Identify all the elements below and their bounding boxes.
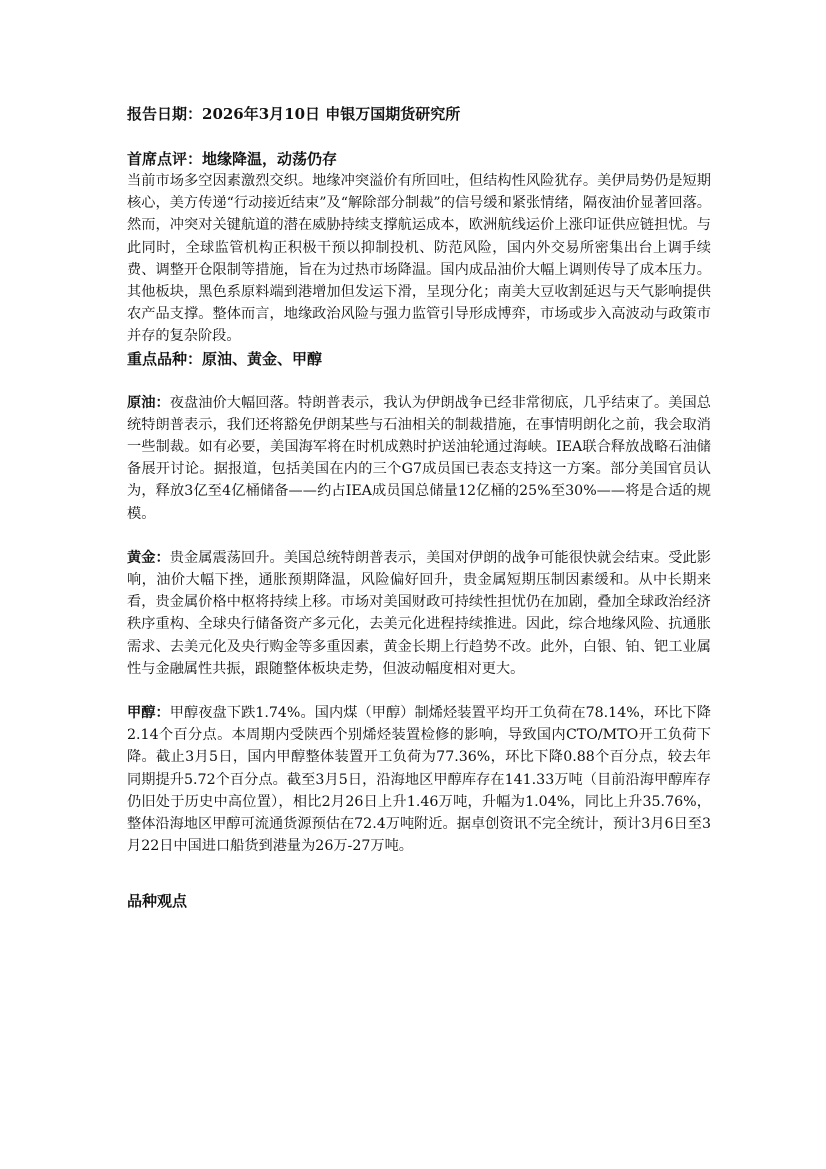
chief-comment-title: 首席点评：地缘降温，动荡仍存 [127, 150, 338, 168]
methanol-label: 甲醇： [127, 705, 170, 722]
report-header: 报告日期：2026年3月10日 申银万国期货研究所 [127, 105, 461, 123]
gold-label: 黄金： [127, 549, 170, 566]
gold-paragraph [127, 547, 711, 680]
gold-text: 贵金属震荡回升。美国总统特朗普表示，美国对伊朗的战争可能很快就会结束。受此影响，油价大幅下挫，通胀预期降温，风险偏好回升，贵金属短期压制因素缓和。从中长期来看，贵金属价格中枢将持续上移。市场对美国财政可持续性担忧仍在加剧，叠加全球政治经济秩序重构、全球央行储备资产多元化，去美元化进程持续推进。因此，综合地缘风险、抗通胀需求、去美元化及央行购金等多重因素，黄金长期上行趋势不改。此外，白银、铂、钯工业属性与金融属性共振，跟随整体板块走势，但波动幅度相对更大。 [127, 549, 711, 677]
crude-oil-text: 夜盘油价大幅回落。特朗普表示，我认为伊朗战争已经非常彻底，几乎结束了。美国总统特朗普表示，我们还将豁免伊朗某些与石油相关的制裁措施，在事情明朗化之前，我会取消一些制裁。如有必要，美国海军将在时机成熟时护送油轮通过海峡。IEA联合释放战略石油储备展开讨论。据报道，包括美国在内的三个G7成员国已表态支持这一方案。部分美国官员认为，释放3亿至4亿桶储备——约占IEA成员国总储量12亿桶的25%至30%——将是合适的规模。 [127, 394, 711, 522]
report-content [127, 103, 711, 912]
key-products-title: 重点品种：原油、黄金、甲醇 [127, 349, 323, 368]
views-title: 品种观点 [127, 892, 188, 911]
chief-comment-body: 当前市场多空因素激烈交织。地缘冲突溢价有所回吐，但结构性风险犹存。美伊局势仍是短期核心，美方传递“行动接近结束”及“解除部分制裁”的信号缓和紧张情绪，隔夜油价显著回落。然而，冲突对关键航道的潜在威胁持续支撑航运成本，欧洲航线运价上涨印证供应链担忧。与此同时，全球监管机构正积极干预以抑制投机、防范风险，国内外交易所密集出台上调手续费、调整开仓限制等措施，旨在为过热市场降温。国内成品油价大幅上调则传导了成本压力。其他板块，黑色系原料端到港增加但发运下滑，呈现分化；南美大豆收割延迟与天气影响提供农产品支撑。整体而言，地缘政治风险与强力监管引导形成博弈，市场或步入高波动与政策市并存的复杂阶段。 [127, 173, 711, 345]
crude-oil-paragraph [127, 392, 711, 525]
crude-oil-label: 原油： [127, 394, 170, 411]
methanol-text: 甲醇夜盘下跌1.74%。国内煤（甲醇）制烯烃装置平均开工负荷在78.14%，环比下降2.14个百分点。本周期内受陕西个别烯烃装置检修的影响，导致国内CTO/MTO开工负荷下降。截止3月5日，国内甲醇整体装置开工负荷为77.36%，环比下降0.88个百分点，较去年同期提升5.72个百分点。截至3月5日，沿海地区甲醇库存在141.33万吨（目前沿海甲醇库存仍旧处于历史中高位置），相比2月26日上升1.46万吨，升幅为1.04%，同比上升35.76%，整体沿海地区甲醇可流通货源预估在72.4万吨附近。据卓创资讯不完全统计，预计3月6日至3月22日中国进口船货到港量为26万-27万吨。 [127, 705, 711, 855]
methanol-paragraph [127, 702, 711, 857]
